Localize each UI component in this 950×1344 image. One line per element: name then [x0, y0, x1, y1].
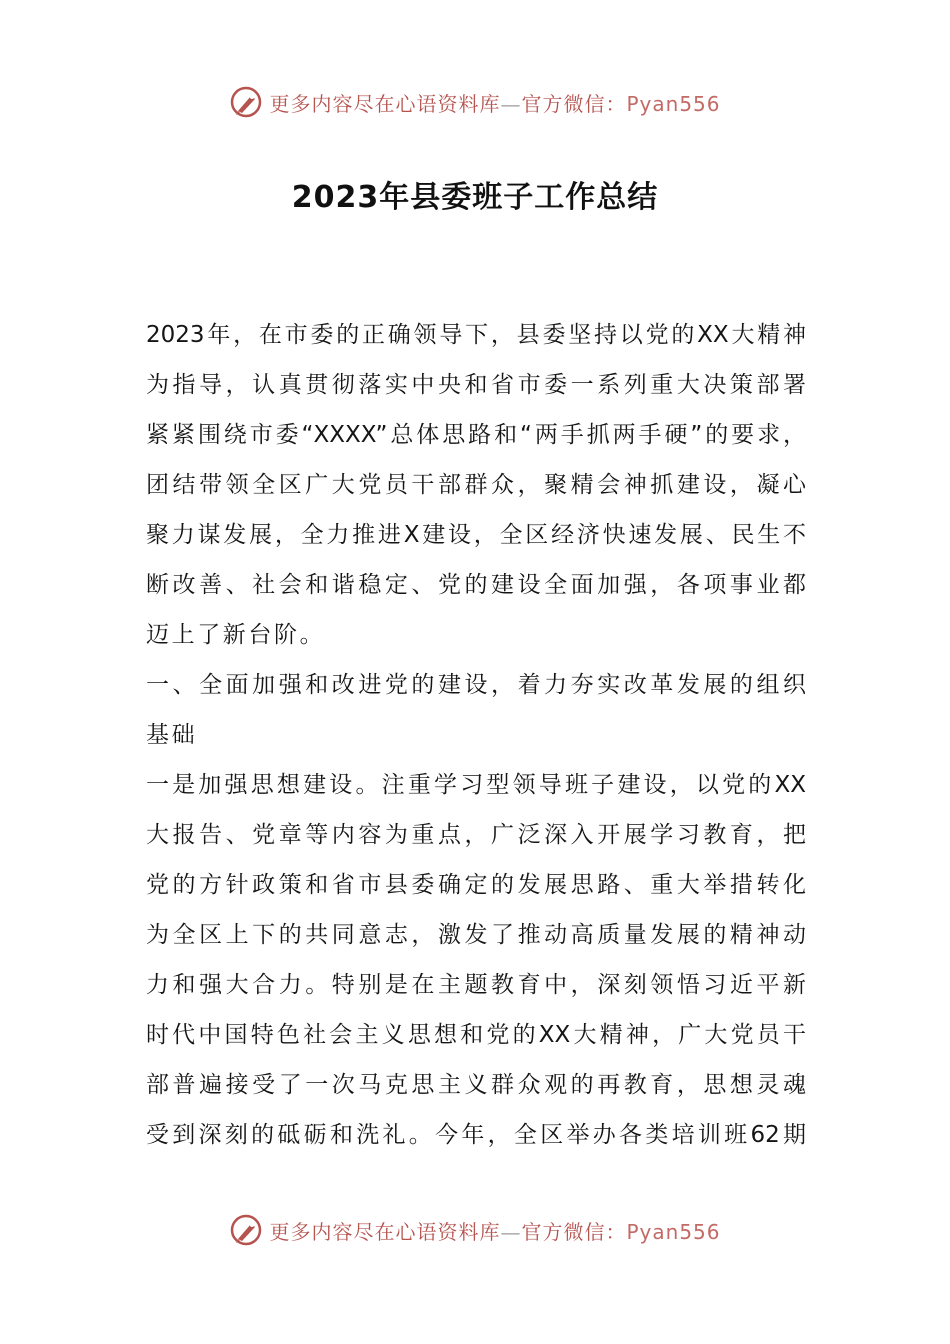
header-watermark [0, 80, 950, 124]
watermark-site-text: 更多内容尽在心语资料库 [269, 1219, 501, 1244]
body-line: 为指导，认真贯彻落实中央和省市委一系列重大决策部署 [146, 372, 806, 398]
body-line: 聚力谋发展，全力推进X建设，全区经济快速发展、民生不 [146, 522, 806, 548]
body-line: 时代中国特色社会主义思想和党的XX大精神，广大党员干 [146, 1022, 806, 1048]
watermark-wechat-label: 官方微信： [521, 1219, 627, 1244]
body-line: 力和强大合力。特别是在主题教育中，深刻领悟习近平新 [146, 972, 806, 998]
watermark-text [269, 88, 720, 117]
body-line: 断改善、社会和谐稳定、党的建设全面加强，各项事业都 [146, 572, 806, 598]
watermark-dash: — [500, 91, 522, 116]
pen-nib-logo-icon [229, 85, 263, 119]
body-line: 紧紧围绕市委“XXXX”总体思路和“两手抓两手硬”的要求， [146, 422, 806, 448]
body-line: 受到深刻的砥砺和洗礼。今年，全区举办各类培训班62期 [146, 1122, 806, 1148]
body-line: 党的方针政策和省市县委确定的发展思路、重大举措转化 [146, 872, 806, 898]
section-heading-line: 基础 [146, 722, 198, 748]
body-line: 部普遍接受了一次马克思主义群众观的再教育，思想灵魂 [146, 1072, 806, 1098]
body-line: 2023年，在市委的正确领导下，县委坚持以党的XX大精神 [146, 322, 806, 348]
document-body [146, 310, 806, 1160]
pen-nib-logo-icon [229, 1213, 263, 1247]
watermark-site-text: 更多内容尽在心语资料库 [269, 91, 501, 116]
body-line: 一是加强思想建设。注重学习型领导班子建设，以党的XX [146, 772, 806, 798]
watermark-wechat-id: Pyan556 [626, 1219, 721, 1244]
footer-watermark [0, 1208, 950, 1252]
body-line: 迈上了新台阶。 [146, 622, 326, 648]
body-line: 为全区上下的共同意志，激发了推动高质量发展的精神动 [146, 922, 806, 948]
watermark-text [269, 1216, 720, 1245]
body-line: 团结带领全区广大党员干部群众，聚精会神抓建设，凝心 [146, 472, 806, 498]
watermark-wechat-id: Pyan556 [626, 91, 721, 116]
document-title: 2023年县委班子工作总结 [291, 180, 659, 215]
watermark-wechat-label: 官方微信： [521, 91, 627, 116]
section-heading-line: 一、全面加强和改进党的建设，着力夯实改革发展的组织 [146, 672, 806, 698]
body-line: 大报告、党章等内容为重点，广泛深入开展学习教育，把 [146, 822, 806, 848]
watermark-dash: — [500, 1219, 522, 1244]
